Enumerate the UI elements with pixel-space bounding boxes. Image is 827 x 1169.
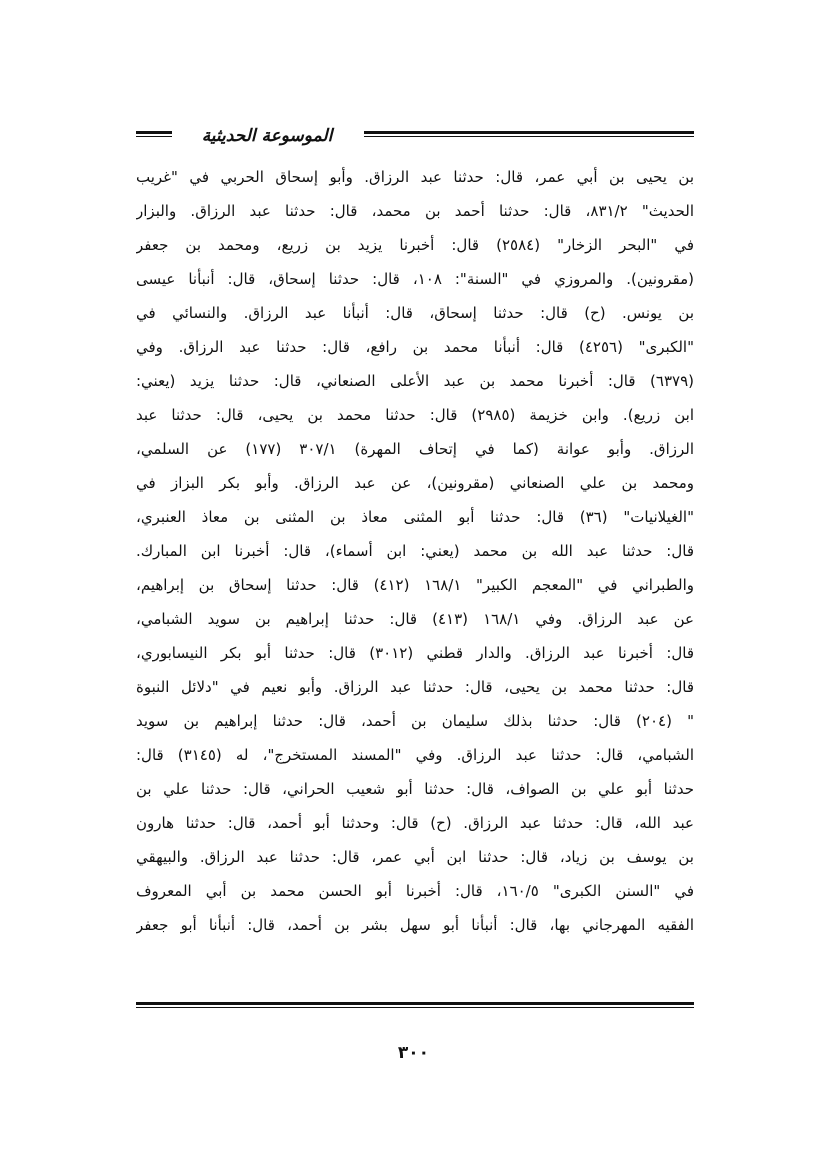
text-line: الرزاق. وأبو عوانة (كما في إتحاف المهرة) ٣٠٧/١ (١٧٧) عن السلمي، xyxy=(136,440,694,458)
text-line: ومحمد بن علي الصنعاني (مقرونين)، عن عبد الرزاق. وأبو بكر البزاز في xyxy=(136,474,694,492)
body-text xyxy=(136,160,694,942)
text-line: (مقرونين). والمروزي في "السنة": ١٠٨، قال: حدثنا إسحاق، قال: أنبأنا عيسى xyxy=(136,270,694,288)
text-line: "الكبرى" (٤٢٥٦) قال: أنبأنا محمد بن رافع، قال: حدثنا عبد الرزاق. وفي xyxy=(136,338,694,356)
text-line: حدثنا أبو علي بن الصواف، قال: حدثنا أبو شعيب الحراني، قال: حدثنا علي بن xyxy=(136,780,694,798)
text-line: في "البحر الزخار" (٢٥٨٤) قال: أخبرنا يزيد بن زريع، ومحمد بن جعفر xyxy=(136,236,694,254)
text-line: (٦٣٧٩) قال: أخبرنا محمد بن عبد الأعلى الصنعاني، قال: حدثنا يزيد (يعني: xyxy=(136,372,694,390)
text-line: قال: حدثنا محمد بن يحيى، قال: حدثنا عبد الرزاق. وأبو نعيم في "دلائل النبوة xyxy=(136,678,694,696)
header-title: الموسوعة الحديثية xyxy=(201,126,333,146)
header-rule-left xyxy=(136,131,172,137)
text-line: " (٢٠٤) قال: حدثنا بذلك سليمان بن أحمد، قال: حدثنا إبراهيم بن سويد xyxy=(136,712,694,730)
text-line: عن عبد الرزاق. وفي ١٦٨/١ (٤١٣) قال: حدثنا إبراهيم بن سويد الشبامي، xyxy=(136,610,694,628)
text-line: "الغيلانيات" (٣٦) قال: حدثنا أبو المثنى معاذ بن المثنى بن معاذ العنبري، xyxy=(136,508,694,526)
page-header xyxy=(136,124,694,158)
text-line: قال: أخبرنا عبد الرزاق. والدار قطني (٣٠١٢) قال: حدثنا أبو بكر النيسابوري، xyxy=(136,644,694,662)
text-line: في "السنن الكبرى" ١٦٠/٥، قال: أخبرنا أبو الحسن محمد بن أبي المعروف xyxy=(136,882,694,900)
footer-rule xyxy=(136,1002,694,1008)
text-line: قال: حدثنا عبد الله بن محمد (يعني: ابن أسماء)، قال: أخبرنا ابن المبارك. xyxy=(136,542,694,560)
page-number: ٣٠٠ xyxy=(397,1043,430,1063)
text-line: بن يونس. (ح) قال: حدثنا إسحاق، قال: أنبأنا عبد الرزاق. والنسائي في xyxy=(136,304,694,322)
text-line: بن يوسف بن زياد، قال: حدثنا ابن أبي عمر، قال: حدثنا عبد الرزاق. والبيهقي xyxy=(136,848,694,866)
text-line: الحديث" ٨٣١/٢، قال: حدثنا أحمد بن محمد، قال: حدثنا عبد الرزاق. والبزار xyxy=(136,202,694,220)
text-line: والطبراني في "المعجم الكبير" ١٦٨/١ (٤١٢) قال: حدثنا إسحاق بن إبراهيم، xyxy=(136,576,694,594)
text-line: بن يحيى بن أبي عمر، قال: حدثنا عبد الرزاق. وأبو إسحاق الحربي في "غريب xyxy=(136,168,694,186)
text-line: الشبامي، قال: حدثنا عبد الرزاق. وفي "المسند المستخرج"، له (٣١٤٥) قال: xyxy=(136,746,694,764)
text-line: ابن زريع). وابن خزيمة (٢٩٨٥) قال: حدثنا محمد بن يحيى، قال: حدثنا عبد xyxy=(136,406,694,424)
header-rule-right xyxy=(364,131,694,137)
text-line: الفقيه المهرجاني بها، قال: أنبأنا أبو سهل بشر بن أحمد، قال: أنبأنا أبو جعفر xyxy=(136,916,694,934)
text-line: عبد الله، قال: حدثنا عبد الرزاق. (ح) قال: وحدثنا أبو أحمد، قال: حدثنا هارون xyxy=(136,814,694,832)
